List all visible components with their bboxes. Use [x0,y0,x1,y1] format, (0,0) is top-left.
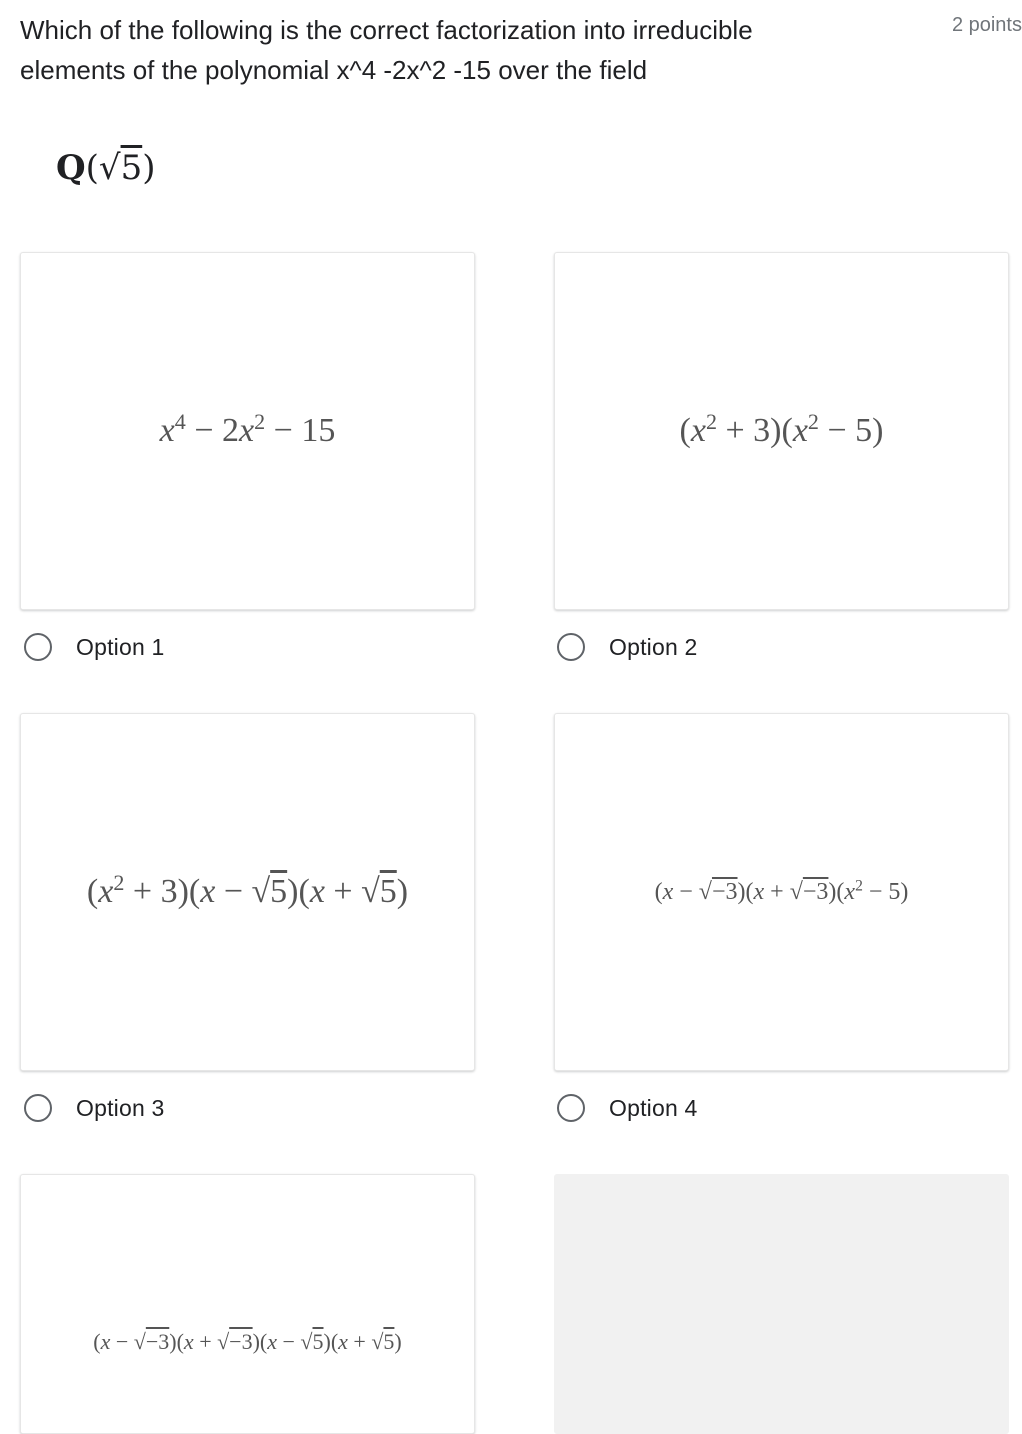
option-4[interactable] [557,1090,698,1126]
option-2[interactable] [557,629,698,665]
option-3-image: $(x^2 + 3)(x - √5)(x + √5)$ [86,869,409,910]
radio-unchecked-icon[interactable] [557,1094,585,1122]
question-title-line2: elements of the polynomial x^4 -2x^2 -15 over the field [20,55,648,85]
option-1-label: Option 1 [76,633,165,660]
option-3-label: Option 3 [76,1094,165,1121]
option-1-image-card[interactable] [20,252,475,610]
question-title [20,10,920,90]
option-1-image: $x^4 - 2x^2 - 15$ [159,408,336,449]
question-image-field [56,148,155,188]
radio-unchecked-icon[interactable] [24,633,52,661]
radio-unchecked-icon[interactable] [24,1094,52,1122]
field-image-text: Q(√5) [56,148,156,188]
option-3[interactable] [24,1090,165,1126]
question-title-line1: Which of the following is the correct factorization into irreducible [20,15,753,45]
points-label: 2 points [951,14,1022,36]
option-2-image: $(x^2 + 3)(x^2 - 5)$ [679,408,884,449]
option-2-label: Option 2 [609,633,698,660]
option-5-image-card[interactable] [20,1174,475,1434]
radio-unchecked-icon[interactable] [557,633,585,661]
option-2-image-card[interactable] [554,252,1009,610]
option-5-image: (x − √−3)(x + √−3)(x − √5)(x + √5) [93,1329,402,1354]
option-3-image-card[interactable] [20,713,475,1071]
option-4-label: Option 4 [609,1094,698,1121]
option-4-image-card[interactable] [554,713,1009,1071]
empty-grid-cell [554,1174,1009,1434]
option-1[interactable] [24,629,165,665]
option-4-image: $(x - √-3)(x + √-3)(x^2 - 5)$ [654,876,909,905]
